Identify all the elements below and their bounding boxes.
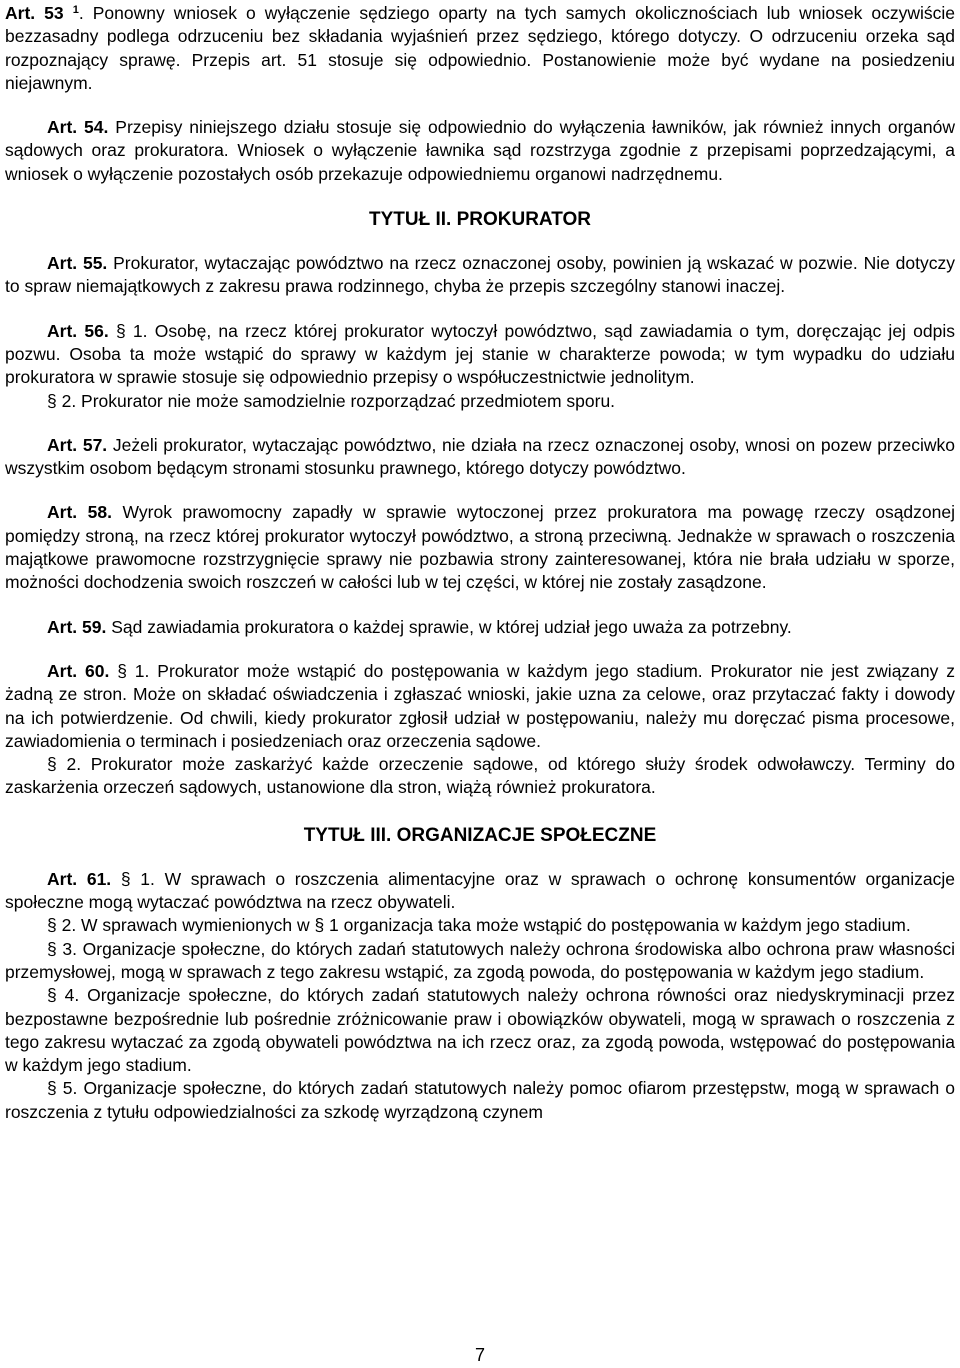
- article-number: Art. 54.: [47, 117, 109, 138]
- article-number: Art. 57.: [47, 434, 108, 455]
- art-61-2-paragraph: § 2. W sprawach wymienionych w § 1 organizacja taka może wstąpić do postępowania w każdym jego stadium.: [47, 915, 911, 936]
- art-56-2-paragraph: § 2. Prokurator nie może samodzielnie rozporządzać przedmiotem sporu.: [47, 390, 616, 411]
- article-number: Art. 56.: [47, 320, 109, 341]
- art-57-paragraph: Art. 57. Jeżeli prokurator, wytaczając powództwo, nie działa na rzecz oznaczonej osoby, wnosi on pozew przeciwko wszystkim osobom będącym stronami stosunku prawnego, którego dotyczy powództwo.: [5, 434, 956, 479]
- art-59-paragraph: Art. 59. Sąd zawiadamia prokuratora o każdej sprawie, w której udział jego uważa za potrzebny.: [47, 616, 792, 637]
- art-61-3-paragraph: § 3. Organizacje społeczne, do których zadań statutowych należy ochrona środowiska albo ochrona praw własności przemysłowej, mogą w sprawach z tego zakresu wstąpić, za zgodą powoda, do postępowania w każdym jego stadium.: [5, 938, 955, 982]
- art-56-1-paragraph: Art. 56. § 1. Osobę, na rzecz której prokurator wytoczył powództwo, sąd zawiadamia o tym, doręczając jej odpis pozwu. Osoba ta może wstąpić do sprawy w każdym jej stanie w charakterze powoda; w tym wypadku do udziału prokuratora w sprawie stosuje się odpowiednio przepisy o współuczestnictwie jednolitym.: [5, 320, 956, 388]
- article-number: Art. 58.: [47, 502, 112, 523]
- art-55-paragraph: Art. 55. Prokurator, wytaczając powództwo na rzecz oznaczonej osoby, powinien ją wskazać w pozwie. Nie dotyczy to spraw niemajątkowych z zakresu prawa rodzinnego, chyba że przepis szczególny stanowi inaczej.: [5, 253, 956, 297]
- article-number: Art. 60.: [47, 660, 110, 681]
- title-3-heading: TYTUŁ III. ORGANIZACJE SPOŁECZNE: [303, 824, 657, 846]
- article-number: Art. 55.: [47, 253, 108, 274]
- art-58-paragraph: Art. 58. Wyrok prawomocny zapadły w sprawie wytoczonej przez prokuratora ma powagę rzeczy osądzonej pomiędzy stroną, na rzecz której prokurator wytoczył powództwo, a stroną przeciwną. Jednakże w sprawach o roszczenia majątkowe prawomocne rozstrzygnięcie sprawy nie pozbawia strony zainteresowanej, która nie brała udziału w sporze, możności dochodzenia swoich roszczeń w całości lub w tej części, w której nie zostały zasądzone.: [5, 502, 956, 593]
- art-60-2-paragraph: § 2. Prokurator może zaskarżyć każde orzeczenie sądowe, od którego służy środek odwoławczy. Terminy do zaskarżenia orzeczeń sądowych, ustanowione dla stron, wiążą również prokuratora.: [5, 754, 955, 798]
- page-number: 7: [474, 1345, 485, 1365]
- document-body: [5, 2, 955, 1124]
- art-54-paragraph: Art. 54. Przepisy niniejszego działu stosuje się odpowiednio do wyłączenia ławników, jak również innych organów sądowych oraz prokuratora. Wniosek o wyłączenie ławnika sąd rozstrzyga zgodnie z przepisami poprzedzającymi, a wniosek o wyłączenie pozostałych osób przekazuje odpowiedniemu organowi nadrzędnemu.: [5, 117, 956, 184]
- art-61-1-paragraph: Art. 61. § 1. W sprawach o roszczenia alimentacyjne oraz w sprawach o ochronę konsumentów organizacje społeczne mogą wytaczać powództwa na rzecz obywateli.: [5, 868, 956, 913]
- article-number: Art. 53 $^1$: [5, 3, 79, 23]
- article-number: Art. 59.: [47, 616, 107, 637]
- art-61-4-paragraph: § 4. Organizacje społeczne, do których zadań statutowych należy ochrona równości oraz niedyskryminacji przez bezpostawne bezpośrednie lub pośrednie zróżnicowanie praw i obowiązków obywateli, mogą w sprawach o roszczenia z tego zakresu wytaczać za zgodą obywateli powództwa na ich rzecz oraz, za zgodą powoda, wstępować do postępowania w każdym jego stadium.: [5, 985, 955, 1076]
- art-61-5-paragraph: § 5. Organizacje społeczne, do których zadań statutowych należy pomoc ofiarom przestępstw, mogą w sprawach o roszczenia z tytułu odpowiedzialności za szkodę wyrządzoną czynem: [5, 1078, 955, 1122]
- article-number: Art. 61.: [47, 868, 112, 889]
- title-2-heading: TYTUŁ II. PROKURATOR: [368, 209, 592, 231]
- art-53-1-paragraph: Art. 53 $^1$. Ponowny wniosek o wyłączenie sędziego oparty na tych samych okolicznościach lub wniosek oczywiście bezzasadny podlega odrzuceniu bez składania wyjaśnień przez sędziego, którego dotyczy. O odrzuceniu orzeka sąd rozpoznający sprawę. Przepis art. 51 stosuje się odpowiednio. Postanowienie może być wydane na posiedzeniu niejawnym.: [5, 3, 955, 93]
- art-60-1-paragraph: Art. 60. § 1. Prokurator może wstąpić do postępowania w każdym jego stadium. Prokurator nie jest związany z żadną ze stron. Może on składać oświadczenia i zgłaszać wnioski, jakie uzna za celowe, oraz przytaczać fakty i dowody na ich potwierdzenie. Od chwili, kiedy prokurator zgłosił udział w postępowaniu, należy mu doręczać pisma procesowe, zawiadomienia o terminach i posiedzeniach oraz orzeczenia sądowe.: [5, 660, 956, 751]
